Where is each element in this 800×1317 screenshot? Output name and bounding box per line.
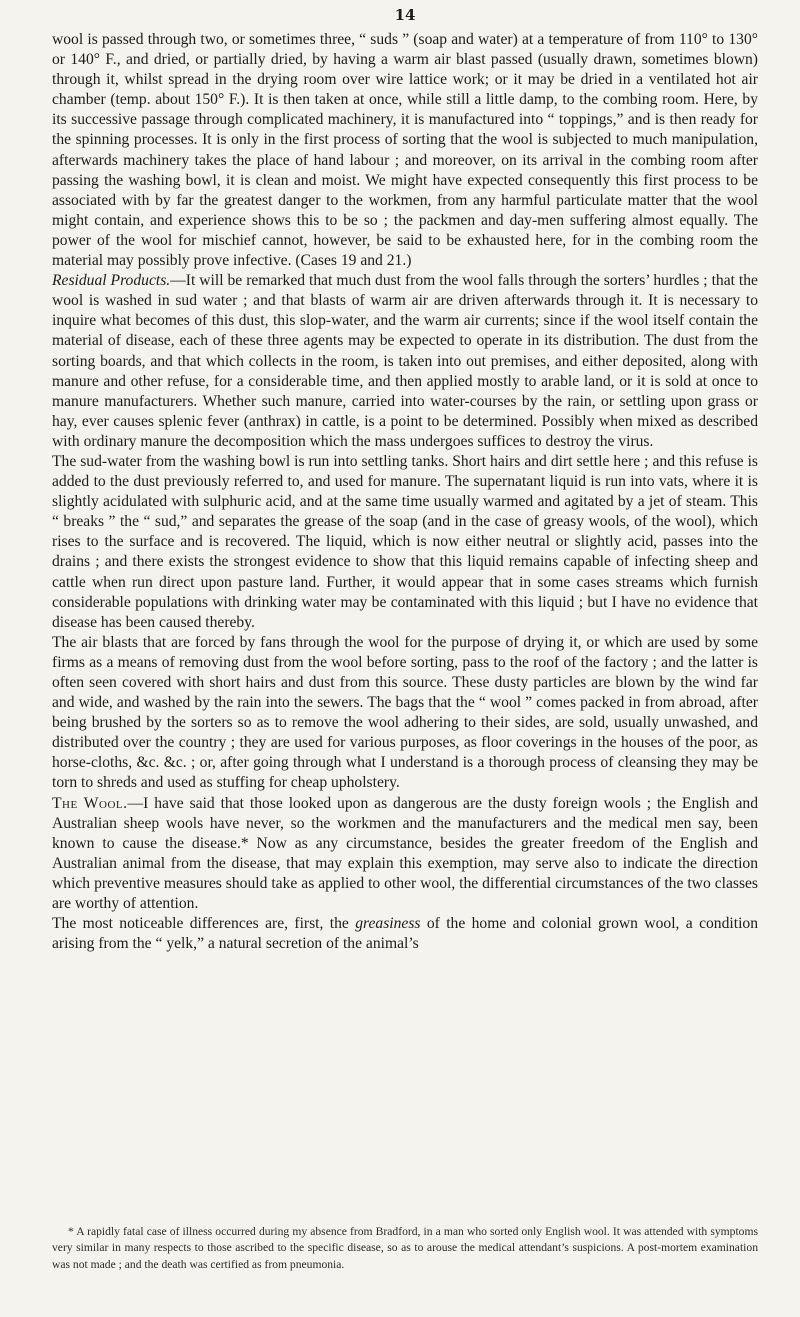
footnote xyxy=(52,1224,758,1273)
paragraph-residual-products xyxy=(52,271,758,452)
paragraph-6-text-a: The most noticeable differences are, first, the xyxy=(52,915,356,933)
body-text xyxy=(52,30,758,954)
section-heading-residual-products: Residual Products. xyxy=(52,272,171,290)
book-page xyxy=(52,0,758,1317)
paragraph-1: wool is passed through two, or sometimes three, “ suds ” (soap and water) at a temperature of from 110° to 130° or 140° F., and dried, or partially dried, by having a warm air blast passed (usually drawn, sometimes blown) through it, whilst spread in the drying room over wire lattice work; or it may be dried in a ventilated hot air chamber (temp. about 150° F.). It is then taken at once, while still a little damp, to the combing room. Here, by its successive passage through complicated machinery, it is manufactured into “ toppings,” and is then ready for the spinning processes. It is only in the first process of sorting that the wool is subjected to much manipulation, afterwards machinery takes the place of hand labour ; and moreover, on its arrival in the combing room after passing the washing bowl, it is clean and moist. We might have expected consequently this first process to be associated with by far the greatest danger to the workmen, from any harmful particulate matter that the wool might contain, and experience shows this to be so ; the packmen and day-men suffering almost equally. The power of the wool for mischief cannot, however, be said to be exhausted here, for in the combing room the material may possibly prove infective. (Cases 19 and 21.) xyxy=(52,31,758,270)
paragraph-4: The air blasts that are forced by fans through the wool for the purpose of drying it, or which are used by some firms as a means of removing dust from the wool before sorting, pass to the roof of the factory ; and the latter is often seen covered with short hairs and dust from this source. These dusty particles are blown by the wind far and wide, and washed by the rain into the sewers. The bags that the “ wool ” comes packed in from abroad, after being brushed by the sorters so as to remove the wool adhering to their sides, are sold, usually unwashed, and distributed over the country ; they are used for various purposes, as floor coverings in the houses of the poor, as horse-cloths, &c. &c. ; or, after going through what I understand is a thorough process of cleansing they may be torn to shreds and used as stuffing for cheap upholstery. xyxy=(52,633,758,792)
section-heading-the-wool: The Wool. xyxy=(52,794,128,812)
paragraph-6 xyxy=(52,914,758,954)
footnote-text: * A rapidly fatal case of illness occurred during my absence from Bradford, in a man who sorted only English wool. It was attended with symptoms very similar in many respects to those ascribed to the specific disease, so as to arouse the medical attendant’s suspicions. A post-mortem examination was not made ; and the death was certified as from pneumonia. xyxy=(52,1225,758,1271)
paragraph-5-text: —I have said that those looked upon as dangerous are the dusty foreign wools ; the English and Australian sheep wools have never, so the workmen and the manufacturers and the medical men say, been known to cause the disease.* Now as any circumstance, besides the greater freedom of the English and Australian animal from the disease, that may explain this exemption, may serve also to indicate the direction which preventive measures should take as applied to other wool, the differential circumstances of the two classes are worthy of attention. xyxy=(52,794,758,913)
paragraph-2-text: —It will be remarked that much dust from the wool falls through the sorters’ hurdles ; that the wool is washed in sud water ; and that blasts of warm air are driven afterwards through it. It is necessary to inquire what becomes of this dust, this slop-water, and the warm air currents; since if the wool itself contain the material of disease, each of these three agents may be expected to operate in its distribution. The dust from the sorting boards, and that which collects in the room, is taken into out premises, and either deposited, along with manure and other refuse, for a considerable time, and then applied mostly to arable land, or it is sold at once to manure manufacturers. Whether such manure, carried into water-courses by the rain, or settling upon grass or hay, ever causes splenic fever (anthrax) in cattle, is a point to be determined. Possibly when mixed as described with ordinary manure the decomposition which the mass undergoes suffices to destroy the virus. xyxy=(52,272,758,450)
paragraph-the-wool xyxy=(52,794,758,915)
paragraph-6-emphasis: greasiness xyxy=(355,915,421,933)
paragraph-3: The sud-water from the washing bowl is run into settling tanks. Short hairs and dirt settle here ; and this refuse is added to the dust previously referred to, and used for manure. The supernatant liquid is run into vats, where it is slightly acidulated with sulphuric acid, and at the same time usually warmed and agitated by a jet of steam. This “ breaks ” the “ sud,” and separates the grease of the soap (and in the case of greasy wools, of the wool), which rises to the surface and is recovered. The liquid, which is now either neutral or slightly acid, passes into the drains ; and there exists the strongest evidence to show that this liquid remains capable of infecting sheep and cattle when run direct upon pasture land. Further, it would appear that in some cases streams which furnish considerable populations with drinking water may be contaminated with this liquid ; but I have no evidence that disease has been caused thereby. xyxy=(52,452,758,631)
paragraph-6-text-b: of the home and colonial grown wool, a condition arising from the “ yelk,” a natural secretion of the animal’s xyxy=(52,915,758,953)
page-number: 14 xyxy=(394,6,416,24)
